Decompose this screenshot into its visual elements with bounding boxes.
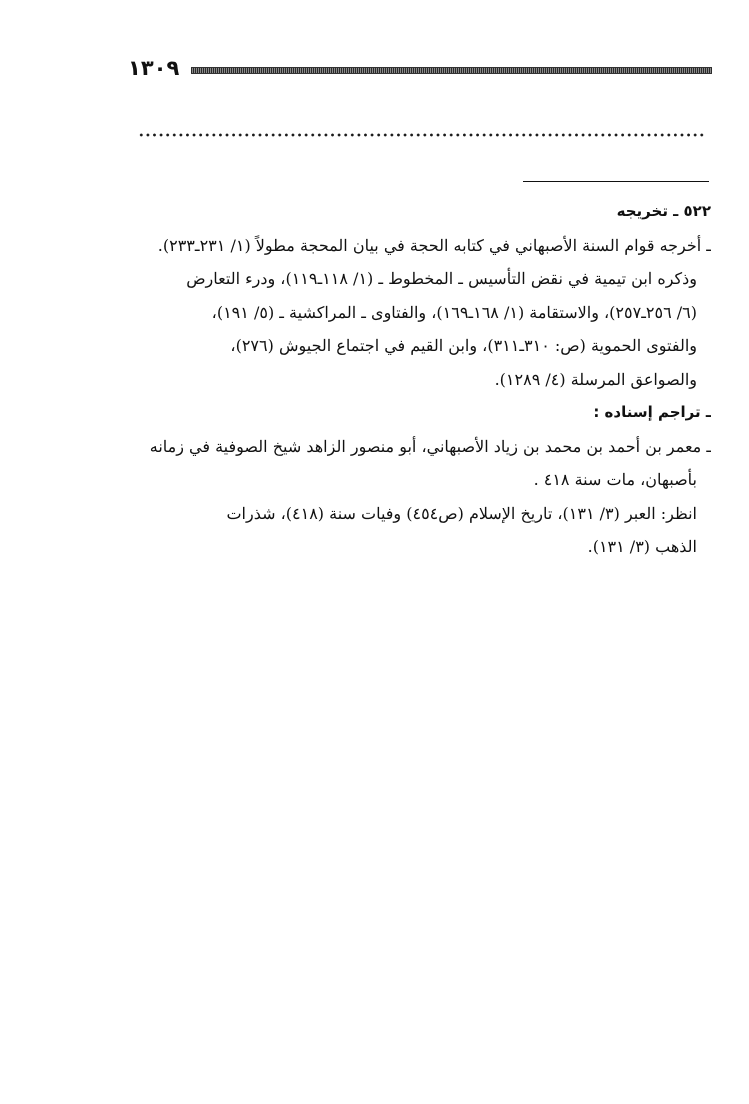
takhrij-line: وذكره ابن تيمية في نقض التأسيس ـ المخطوط ـ (١/ ١١٨ـ١١٩)، ودرء التعارض	[186, 269, 697, 288]
takhrij-line: والصواعق المرسلة (٤/ ١٢٨٩).	[494, 369, 697, 389]
takhrij-line: ـ أخرجه قوام السنة الأصبهاني في كتابه الحجة في بيان المحجة مطولاً (١/ ٢٣١ـ٢٣٣).	[157, 235, 711, 255]
tarajim-line: الذهب (٣/ ١٣١).	[587, 537, 697, 556]
tarajim-heading: ـ تراجم إسناده :	[593, 403, 711, 421]
page-number: ١٣٠٩	[128, 56, 180, 80]
footnote-rule	[523, 181, 709, 182]
takhrij-line: والفتوى الحموية (ص: ٣١٠ـ٣١١)، وابن القيم في اجتماع الجيوش (٢٧٦)،	[230, 336, 697, 355]
takhrij-line: (٦/ ٢٥٦ـ٢٥٧)، والاستقامة (١/ ١٦٨ـ١٦٩)، والفتاوى ـ المراكشية ـ (٥/ ١٩١)،	[211, 302, 697, 322]
header-rule	[191, 67, 712, 74]
tarajim-line: بأصبهان، مات سنة ٤١٨ .	[533, 470, 697, 489]
tarajim-line: ـ معمر بن أحمد بن محمد بن زياد الأصبهاني، أبو منصور الزاهد شيخ الصوفية في زمانه	[149, 436, 711, 456]
dotted-separator	[138, 131, 706, 139]
takhrij-heading: ٥٢٢ ـ تخريجه	[616, 202, 711, 220]
tarajim-line: انظر: العبر (٣/ ١٣١)، تاريخ الإسلام (ص٤٥٤) وفيات سنة (٤١٨)، شذرات	[226, 503, 697, 523]
footnote-text	[121, 195, 711, 564]
